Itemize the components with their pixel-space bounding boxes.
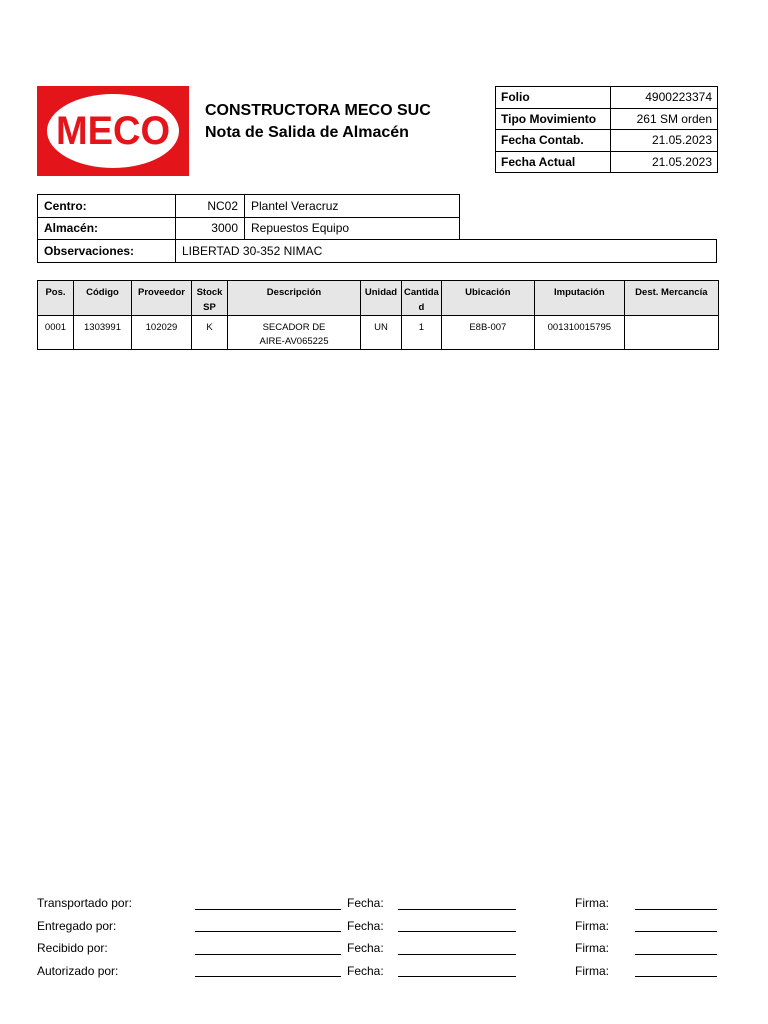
cell-pos: 0001: [38, 316, 74, 350]
folio-row: [496, 151, 718, 173]
items-header-row: [38, 281, 719, 316]
header-pos: Pos.: [38, 281, 74, 316]
meco-logo: [37, 86, 189, 176]
observaciones-value: LIBERTAD 30-352 NIMAC: [176, 240, 717, 263]
fecha-label: Fecha:: [347, 919, 384, 933]
fecha-contab-label: Fecha Contab.: [496, 130, 611, 152]
fecha-line: [398, 931, 516, 932]
sig-label-entregado: Entregado por:: [37, 919, 117, 933]
firma-label: Firma:: [575, 919, 609, 933]
header-stock-sp: [192, 281, 228, 316]
fecha-label: Fecha:: [347, 896, 384, 910]
header-cantidad: [402, 281, 442, 316]
fecha-line: [398, 976, 516, 977]
fecha-line: [398, 909, 516, 910]
sig-label-recibido: Recibido por:: [37, 941, 108, 955]
cell-descripcion-line1: SECADOR DE: [262, 322, 326, 333]
folio-row: [496, 130, 718, 152]
cell-ubicacion: E8B-007: [441, 316, 534, 350]
sig-line-autorizado: [195, 976, 341, 977]
centro-label: Centro:: [38, 195, 176, 218]
sig-label-transportado: Transportado por:: [37, 896, 132, 910]
cell-dest-mercancia: [624, 316, 718, 350]
firma-label: Firma:: [575, 896, 609, 910]
cell-descripcion: [228, 316, 361, 350]
document-title: Nota de Salida de Almacén: [205, 124, 409, 141]
folio-row: [496, 108, 718, 130]
firma-label: Firma:: [575, 941, 609, 955]
fecha-line: [398, 954, 516, 955]
tipo-movimiento-value: 261 SM orden: [611, 108, 718, 130]
cell-unidad: UN: [361, 316, 402, 350]
header-proveedor: Proveedor: [132, 281, 192, 316]
centro-code: NC02: [176, 195, 245, 218]
cell-imputacion: 001310015795: [534, 316, 624, 350]
folio-table: [495, 86, 718, 173]
cell-cantidad: 1: [402, 316, 442, 350]
company-name: CONSTRUCTORA MECO SUC: [205, 102, 431, 119]
logo-text: MECO: [56, 109, 170, 153]
table-row: [38, 316, 719, 350]
almacen-label: Almacén:: [38, 217, 176, 240]
sig-line-transportado: [195, 909, 341, 910]
cell-codigo: 1303991: [74, 316, 132, 350]
header-cantidad-line1: Cantida: [404, 287, 439, 298]
sig-line-entregado: [195, 931, 341, 932]
header-codigo: Código: [74, 281, 132, 316]
sig-label-autorizado: Autorizado por:: [37, 964, 119, 978]
info-table: [37, 194, 460, 240]
firma-line: [635, 931, 717, 932]
observaciones-table: [37, 239, 717, 263]
firma-line: [635, 909, 717, 910]
tipo-movimiento-label: Tipo Movimiento: [496, 108, 611, 130]
folio-row: [496, 87, 718, 109]
meco-logo-icon: [37, 86, 189, 176]
header-unidad: Unidad: [361, 281, 402, 316]
fecha-label: Fecha:: [347, 964, 384, 978]
folio-label: Folio: [496, 87, 611, 109]
fecha-label: Fecha:: [347, 941, 384, 955]
observaciones-row: [38, 240, 717, 263]
centro-name: Plantel Veracruz: [245, 195, 460, 218]
cell-descripcion-line2: AIRE-AV065225: [259, 336, 329, 347]
fecha-contab-value: 21.05.2023: [611, 130, 718, 152]
almacen-code: 3000: [176, 217, 245, 240]
firma-label: Firma:: [575, 964, 609, 978]
observaciones-label: Observaciones:: [38, 240, 176, 263]
cell-stock: K: [192, 316, 228, 350]
header-dest-mercancia: Dest. Mercancía: [624, 281, 718, 316]
centro-row: [38, 195, 460, 218]
header-imputacion: Imputación: [534, 281, 624, 316]
header-stock-line1: Stock: [196, 287, 223, 298]
sig-line-recibido: [195, 954, 341, 955]
fecha-actual-value: 21.05.2023: [611, 151, 718, 173]
header-ubicacion: Ubicación: [441, 281, 534, 316]
header-cantidad-line2: d: [418, 302, 425, 313]
folio-value: 4900223374: [611, 87, 718, 109]
header-stock-line2: SP: [203, 302, 216, 313]
document-header: [205, 100, 431, 144]
fecha-actual-label: Fecha Actual: [496, 151, 611, 173]
firma-line: [635, 976, 717, 977]
almacen-name: Repuestos Equipo: [245, 217, 460, 240]
cell-proveedor: 102029: [132, 316, 192, 350]
almacen-row: [38, 217, 460, 240]
header-descripcion: Descripción: [228, 281, 361, 316]
items-table: [37, 280, 719, 350]
firma-line: [635, 954, 717, 955]
